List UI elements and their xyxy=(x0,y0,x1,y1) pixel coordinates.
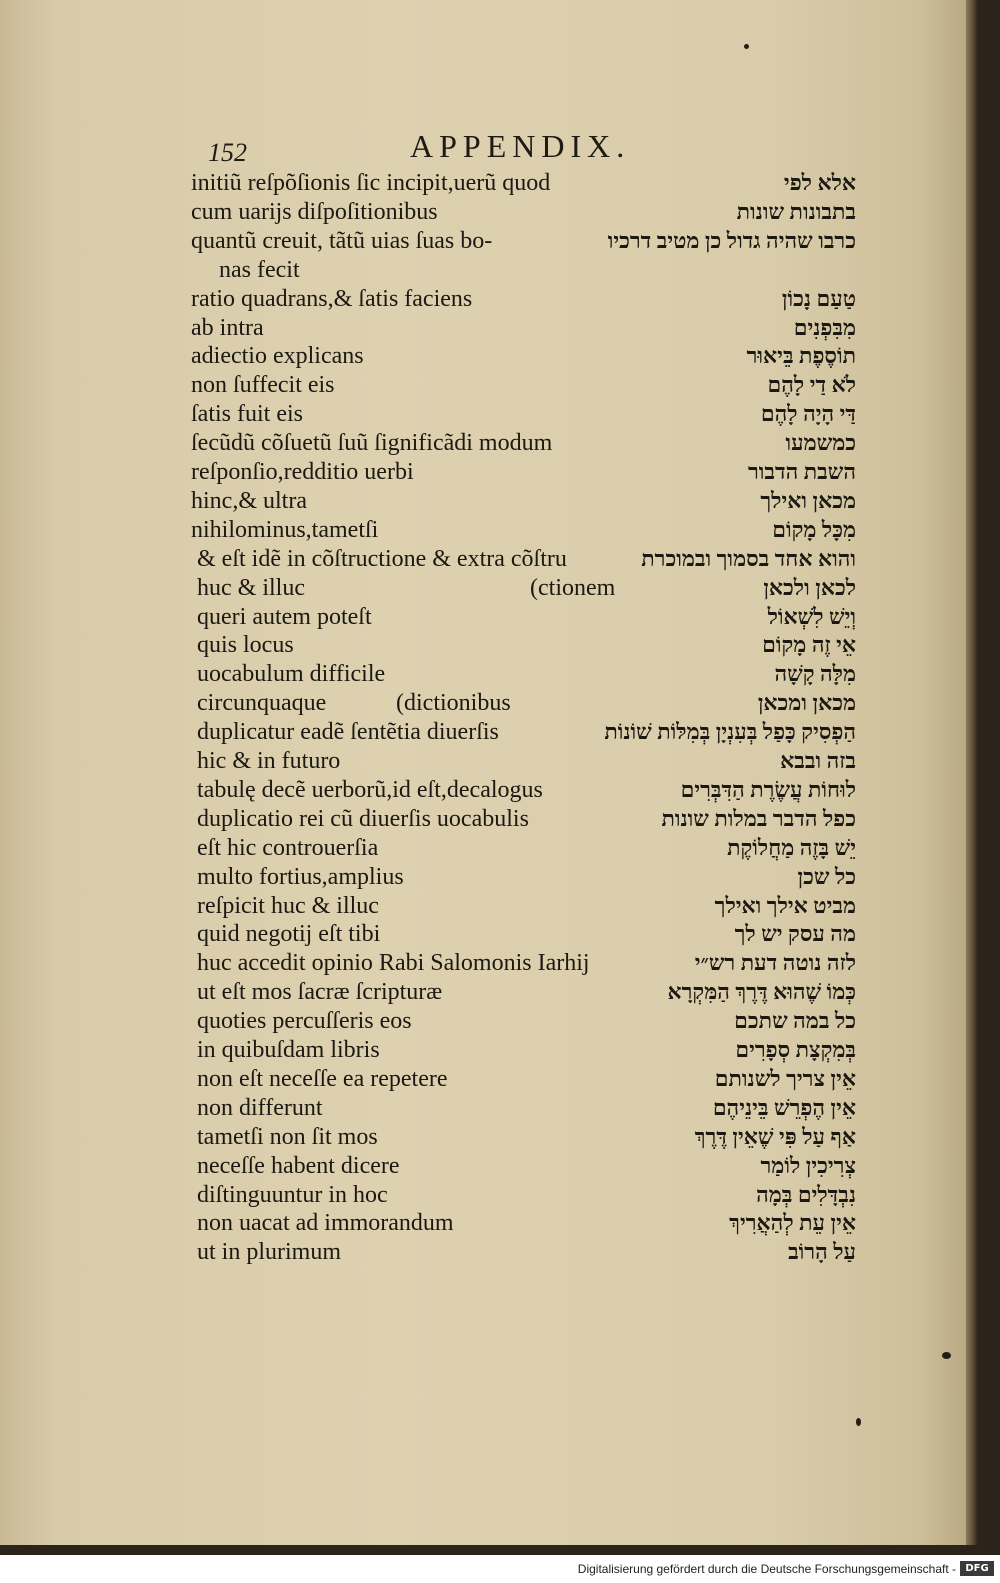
hebrew-term: השבת הדבור xyxy=(747,459,856,484)
glossary-entry xyxy=(0,1122,968,1152)
dfg-logo: DFG xyxy=(960,1561,994,1576)
glossary-entry xyxy=(0,717,968,747)
hebrew-term: אַף עַל פִּי שֶׁאֵין דֶּרֶךְ xyxy=(694,1123,856,1149)
hebrew-term: מכאן ואילך xyxy=(760,487,856,513)
hebrew-term: מביט אילך ואילך xyxy=(714,892,856,918)
latin-gloss: in quibuſdam libris xyxy=(197,1037,380,1063)
latin-gloss: ut eſt mos ſacræ ſcripturæ xyxy=(197,979,443,1006)
hebrew-term: מה עסק יש לך xyxy=(734,921,856,947)
hebrew-term: כְּמוֹ שֶׁהוּא דֶּרֶךְ הַמִּקְרָא xyxy=(667,979,856,1005)
hebrew-term: מִבִּפְנִים xyxy=(793,314,856,340)
runover-text: (ctionem xyxy=(530,574,616,601)
hebrew-term: אֵין הֶפְרֵשׁ בֵּינֵיהֶם xyxy=(712,1094,856,1120)
latin-gloss: neceſſe habent dicere xyxy=(197,1152,400,1179)
hebrew-term: לֹא דַי לָהֶם xyxy=(767,372,856,398)
glossary-entry xyxy=(0,804,968,834)
latin-gloss: ſecũdũ cõſuetũ ſuũ ſignificãdi modum xyxy=(191,430,553,457)
latin-gloss: ſatis fuit eis xyxy=(191,401,303,428)
latin-gloss: circunquaque xyxy=(197,690,327,717)
latin-gloss: ab intra xyxy=(191,314,264,341)
runover-text: (dictionibus xyxy=(396,690,511,717)
hebrew-term: עַל הָרוֹב xyxy=(788,1239,856,1265)
latin-gloss: huc & illuc xyxy=(197,574,305,601)
latin-gloss: reſponſio,redditio uerbi xyxy=(191,459,414,485)
hebrew-term: אֵי זֶה מָקוֹם xyxy=(762,632,856,658)
hebrew-term: כל במה שתכם xyxy=(734,1008,856,1034)
hebrew-term: מִכָּל מָקוֹם xyxy=(772,516,856,542)
latin-gloss: non differunt xyxy=(197,1094,323,1121)
hebrew-term: צְרִיכִין לוֹמַר xyxy=(760,1152,856,1178)
latin-gloss: eſt hic controuerſia xyxy=(197,834,379,861)
glossary-entry xyxy=(0,1151,968,1181)
digitization-footer xyxy=(0,1555,1000,1583)
latin-gloss: ut in plurimum xyxy=(197,1239,341,1266)
latin-gloss: cum uarĳs diſpoſitionibus xyxy=(191,198,438,225)
funding-credit: Digitalisierung gefördert durch die Deutsche Forschungsgemeinschaft - xyxy=(577,1562,956,1576)
glossary-entry xyxy=(0,602,968,632)
glossary-entry xyxy=(0,573,968,603)
latin-gloss: uocabulum difficile xyxy=(197,661,386,688)
glossary-entry xyxy=(0,1064,968,1094)
hebrew-term: לוּחוֹת עֲשֶׂרֶת הַדִּבְּרִים xyxy=(680,776,856,802)
glossary-entry xyxy=(0,1180,968,1210)
hebrew-term: אֵין צריך לשנותם xyxy=(714,1065,856,1091)
glossary-entry xyxy=(0,1208,968,1238)
hebrew-term: דַּי הָיָה לָהֶם xyxy=(760,401,856,427)
glossary-entry xyxy=(0,891,968,921)
glossary-entry xyxy=(0,688,968,718)
glossary-entry xyxy=(0,1006,968,1036)
hebrew-term: מכאן ומכאן xyxy=(757,690,856,716)
glossary-entry xyxy=(0,919,968,949)
latin-gloss: non uacat ad immorandum xyxy=(197,1210,454,1237)
hebrew-term: והוא אחד בסמוך ובמוכרת xyxy=(641,545,856,571)
glossary-entry xyxy=(0,1093,968,1123)
glossary-entry xyxy=(0,486,968,516)
latin-gloss: non eſt neceſſe ea repetere xyxy=(197,1065,448,1092)
glossary-entry xyxy=(0,255,968,285)
hebrew-term: כפל הדבר במלות שונות xyxy=(661,805,856,831)
latin-gloss: multo fortius,amplius xyxy=(197,863,404,890)
hebrew-term: הַפְסִיק כָּפַל בְּעִנְיָן בְּמִלּוֹת שׁוֹנוֹת xyxy=(604,719,856,745)
glossary-entry xyxy=(0,659,968,689)
hebrew-term: אֵין עֵת לְהַאֲרִיךְ xyxy=(729,1210,856,1236)
latin-gloss: quantũ creuit, tãtũ uias ſuas bo- xyxy=(191,227,493,254)
page-header xyxy=(0,128,968,168)
latin-gloss: queri autem poteſt xyxy=(197,603,372,630)
glossary-entry xyxy=(0,399,968,429)
latin-gloss: quid negotĳ eſt tibi xyxy=(197,921,381,948)
glossary-entry xyxy=(0,862,968,892)
hebrew-term: בזה ובבא xyxy=(780,748,856,773)
glossary-entry xyxy=(0,1237,968,1267)
latin-gloss: duplicatio rei cũ diuerſis uocabulis xyxy=(197,805,529,832)
glossary-entry xyxy=(0,833,968,863)
glossary-entry xyxy=(0,370,968,400)
latin-gloss: duplicatur eadẽ ſentẽtia diuerſis xyxy=(197,719,499,746)
latin-gloss: non ſuffecit eis xyxy=(191,372,335,399)
ink-spot xyxy=(856,1418,861,1426)
glossary-entry xyxy=(0,544,968,574)
glossary-entry xyxy=(0,313,968,343)
hebrew-term: כל שכן xyxy=(797,863,856,889)
glossary-entry xyxy=(0,977,968,1007)
latin-gloss: hinc,& ultra xyxy=(191,487,307,514)
hebrew-term: לכאן ולכאן xyxy=(763,574,856,600)
glossary-entry xyxy=(0,1035,968,1065)
glossary-entry xyxy=(0,515,968,545)
hebrew-term: כרבו שהיה גדול כן מטיב דרכיו xyxy=(607,227,856,253)
glossary-entry xyxy=(0,775,968,805)
latin-gloss: & eſt idẽ in cõſtructione & extra cõſtru xyxy=(197,545,567,572)
glossary-entry xyxy=(0,226,968,256)
glossary-entry xyxy=(0,341,968,371)
hebrew-term: תוֹסֶפֶת בֵּיאוּר xyxy=(746,343,856,369)
glossary-entry xyxy=(0,428,968,458)
latin-gloss: nas fecit xyxy=(219,256,300,283)
ink-spot xyxy=(744,44,749,49)
glossary-entry xyxy=(0,746,968,776)
glossary-entry xyxy=(0,457,968,487)
hebrew-term: בְּמִקְצָת סְפָרִים xyxy=(735,1037,856,1062)
hebrew-term: טַעַם נָכוֹן xyxy=(781,285,856,311)
latin-gloss: initiũ reſpõſionis ſic incipit,uerũ quod xyxy=(191,170,551,196)
hebrew-term: וְיֵשׁ לִשְׁאוֹל xyxy=(767,603,856,629)
running-head: APPENDIX. xyxy=(410,128,631,164)
latin-gloss: quis locus xyxy=(197,632,294,659)
glossary-entry xyxy=(0,197,968,227)
hebrew-term: לזה נוטה דעת רש״י xyxy=(694,950,856,976)
page-number: 152 xyxy=(208,138,247,167)
latin-gloss: reſpicit huc & illuc xyxy=(197,892,379,919)
glossary-entry xyxy=(0,948,968,978)
hebrew-term: מִלָּה קָשָׁה xyxy=(774,661,856,687)
latin-gloss: nihilominus,tametſi xyxy=(191,516,379,543)
latin-gloss: tametſi non ſit mos xyxy=(197,1123,378,1150)
glossary-entry xyxy=(0,284,968,314)
latin-gloss: adiectio explicans xyxy=(191,343,364,370)
hebrew-term: נִבְדָּלִים בְּמָה xyxy=(756,1181,856,1207)
hebrew-term: אלא לפי xyxy=(783,170,856,195)
latin-gloss: ratio quadrans,& ſatis faciens xyxy=(191,285,473,312)
latin-gloss: hic & in futuro xyxy=(197,748,341,774)
glossary-entry xyxy=(0,168,968,198)
ink-spot xyxy=(942,1352,951,1359)
latin-gloss: diſtinguuntur in hoc xyxy=(197,1181,388,1208)
glossary-entry xyxy=(0,630,968,660)
hebrew-term: בתבונות שונות xyxy=(736,198,856,224)
hebrew-term: יֵשׁ בָּזֶה מַחֲלוֹקֶת xyxy=(727,834,856,860)
latin-gloss: quoties percuſſeris eos xyxy=(197,1008,412,1035)
latin-gloss: huc accedit opinio Rabi Salomonis Iarhĳ xyxy=(197,950,590,977)
hebrew-term: כמשמעו xyxy=(785,430,856,456)
latin-gloss: tabulę decẽ uerborũ,id eſt,decalogus xyxy=(197,776,543,803)
